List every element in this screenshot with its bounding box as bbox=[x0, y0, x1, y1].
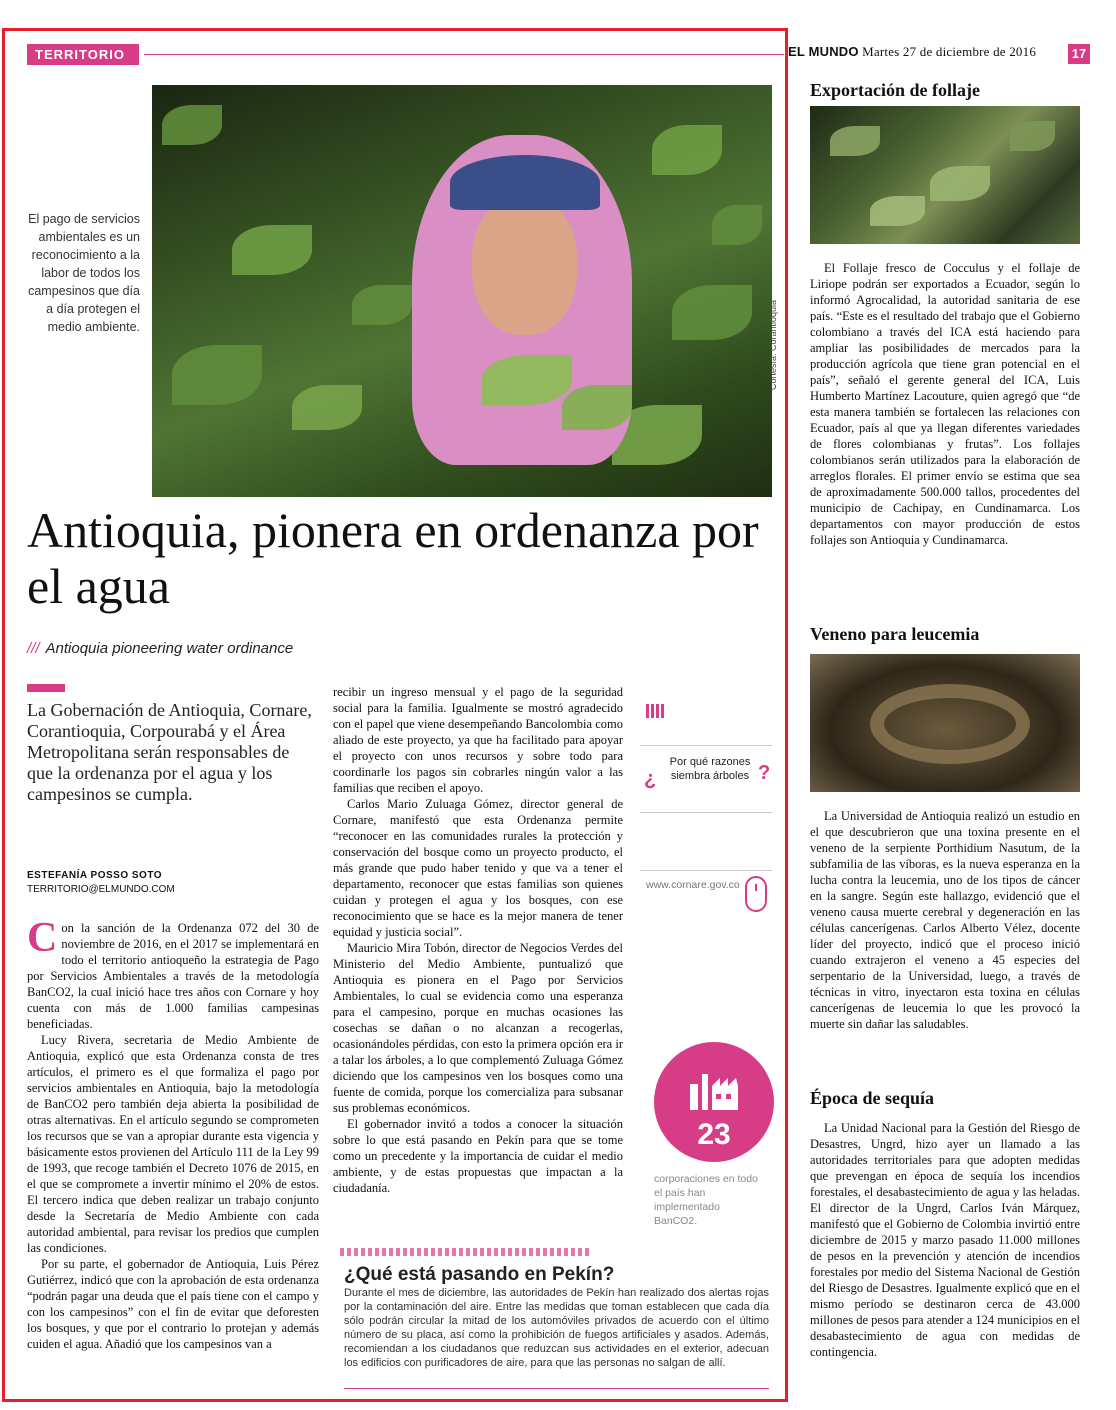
subhead-text: Antioquia pioneering water ordinance bbox=[45, 640, 294, 657]
section-rule bbox=[144, 54, 784, 55]
article-column-2 bbox=[333, 684, 623, 1196]
mouse-icon bbox=[745, 876, 767, 912]
byline-email[interactable]: TERRITORIO@ELMUNDO.COM bbox=[27, 884, 175, 895]
lead-accent-bar bbox=[27, 684, 65, 692]
brief-body-drought: La Unidad Nacional para la Gestión del Riesgo de Desastres, Ungrd, hizo ayer un llamado a las autoridades territoriales para que adopten medidas que prevengan en época de sequía los incendios forestales, el desabastecimiento de agua y las heladas. El director de la Ungrd, Carlos Iván Márquez, manifestó que el Gobierno de Colombia invirtió entre diciembre de 2015 y marzo pasado 11.000 millones de pesos en la prevención y atención de incendios forestales por medio del Sistema Nacional de Gestión del Riesgo de Desastres. Igualmente explicó que en el mismo período se destinaron cerca de 43.000 millones de pesos para atender a 124 municipios en el desabastecimiento de agua con medidas de contingencia. bbox=[810, 1121, 1080, 1359]
article-lead: La Gobernación de Antioquia, Cornare, Corantioquia, Corpourabá y el Área Metropolitana serán responsables de que la ordenanza por el agua y los campesinos se cumpla. bbox=[27, 700, 312, 804]
masthead bbox=[788, 44, 1036, 60]
paragraph: Mauricio Mira Tobón, director de Negocios Verdes del Ministerio del Medio Ambiente, puntualizó que Antioquia es pionera en el Pago por Servicios Ambientales, lo cual se evidencia como una esperanza para el campesino, porque en muchas ocasiones las cosechas se dañan o no alcanzan a recogerlas, ocasionándoles pérdidas, con esto la primera opción era ir a talar los árboles, a lo que complementó Zuluaga Gómez diciendo que los campesinos ven los bosques como una fuente de comida, porque los comercializa para subsanar sus problemas económicos. bbox=[333, 941, 623, 1115]
drop-cap: C bbox=[27, 915, 58, 961]
snake-coil bbox=[870, 684, 1030, 764]
person-cap bbox=[450, 155, 600, 210]
paragraph: Por su parte, el gobernador de Antioquia, Luis Pérez Gutiérrez, indicó que con la aprobación de esta ordenanza “podrán pagar una deuda que el país tiene con el campo y con los campesinos” con el fin de evitar que deforesten los bosques, y que por el contrario lo protejan y además cuiden el agua. Añadió que los campesinos van a bbox=[27, 1257, 319, 1351]
article-headline: Antioquia, pionera en ordenanza por el agua bbox=[27, 502, 759, 614]
info-icon bbox=[646, 704, 664, 718]
web-link[interactable]: www.cornare.gov.co bbox=[646, 879, 740, 891]
pekin-rule bbox=[344, 1388, 769, 1389]
photo-credit: Cortesía: Corantioquia bbox=[768, 299, 778, 390]
brief-body-venom: La Universidad de Antioquia realizó un estudio en el que descubrieron que una toxina presente en el veneno de la serpiente Porthidium Nasutum, de la subfamilia de las víboras, es la nueva esperanza en la lucha contra la leucemia, uno de los tipos de cáncer en la sangre. Según este hallazgo, evidenció que el veneno causa muerte cerebral y degeneración en las células cancerígenas. Carlos Alberto Vélez, docente líder del proyecto, indicó que el proceso inició cuando extrajeron el veneno a 45 especies del serpentario de la Universidad, luego, a través de técnicas in vitro, inyectaron esta toxina en células cancerígenas de leucemia lo que les provocó la muerte sin dañar las saludables. bbox=[810, 809, 1080, 1031]
article-column-1 bbox=[27, 915, 319, 1352]
foliage-photo bbox=[810, 106, 1080, 244]
snake-photo bbox=[810, 654, 1080, 792]
paper-name: EL MUNDO bbox=[788, 44, 859, 59]
page-number: 17 bbox=[1068, 44, 1090, 64]
paragraph: Con la sanción de la Ordenanza 072 del 30 de noviembre de 2016, en el 2017 se implementará en todo el territorio antioqueño la estrategia de Pago por Servicios Ambientales a través de la metodología BanCO2, la cual inició hace tres años con Cornare y hoy cuenta con más de 1.000 familias campesinas beneficiadas. bbox=[27, 915, 319, 1031]
pekin-body: Durante el mes de diciembre, las autoridades de Pekín han realizado dos alertas rojas por la contaminación del aire. Entre las medidas que toman establecen que cada día sólo podrán circular la mitad de los automóviles privados de acuerdo con el último número de su placa, así como la prohibición de fuegos artificiales y asados. Además, recomiendan a los ciudadanos que reduzcan sus actividades en el exterior, adecuan los edificios con purificadores de aire, para que las personas no salgan de allí. bbox=[344, 1287, 769, 1369]
brief-title-venom: Veneno para leucemia bbox=[810, 624, 980, 644]
paragraph: Lucy Rivera, secretaria de Medio Ambiente de Antioquia, explicó que esta Ordenanza consta de tres artículos, el primero es el que formaliza el pago por servicios ambientales en Antioquia, bajo la metodología de BanCO2 pero también deja abierta la posibilidad de otras alternativas. En el artículo segundo se comprometen los recursos que se van a apropiar durante esta vigencia y básicamente estos provienen del Artículo 111 de la Ley 99 de 1993, que recoge también el Decreto 1076 de 2015, en el que se compromete a invertir mínimo el 20% de estos. El tercero indica que deben realizar un trabajo conjunto desde la Secretaría de Medio Ambiente con cada autoridad ambiental, para revisar los predios que cumplen las condiciones. bbox=[27, 1033, 319, 1255]
brief-body-foliage: El Follaje fresco de Cocculus y el follaje de Liriope podrán ser exportados a Ecuador, según lo informó Agrocalidad, la autoridad sanitaria de ese país. “Este es el resultado del trabajo que el Gobierno colombiano a través del ICA está haciendo para ampliar las posibilidades de mercados para la producción agrícola que tiene gran potencial en el país”, señaló el gerente general del ICA, Luis Humberto Martínez Lacouture, quien agregó que “de esta manera también se fortalecen las relaciones con Ecuador, país al que ya llegan diferentes variedades de flores colombianas y frutas”. Los follajes colombianos serán utilizados para la elaboración de arreglos florales. El primer envío se estima que sea de aproximadamente 500.000 tallos, procedentes del municipio de Cachipay, en Cundinamarca. Los departamentos con mayor producción de estos follajes son Antioquia y Cundinamarca. bbox=[810, 261, 1080, 547]
paragraph: recibir un ingreso mensual y el pago de la seguridad social para la familia. Igualmente se mostró agradecido con el papel que viene desempeñando Bancolombia como aliado de este proyecto, ya que ha facilitado para apoyar el proyecto con unos recursos y sobre todo para coordinarle los pagos sin cobrarles ningún valor a las familias que reciben el apoyo. bbox=[333, 685, 623, 795]
article-subhead bbox=[27, 640, 293, 657]
stat-number: 23 bbox=[697, 1118, 731, 1151]
brief-title-drought: Época de sequía bbox=[810, 1088, 935, 1108]
byline-author: ESTEFANÍA POSSO SOTO bbox=[27, 870, 163, 881]
question-open-icon: ¿ bbox=[644, 768, 657, 790]
hero-photo bbox=[152, 85, 772, 497]
subhead-mark: /// bbox=[27, 640, 40, 657]
section-tag: TERRITORIO bbox=[27, 44, 139, 65]
stat-text: corporaciones en todo el país han implementado BanCO2. bbox=[654, 1173, 758, 1227]
photo-caption: El pago de servicios ambientales es un reconocimiento a la labor de todos los campesinos que día a día protegen el medio ambiente. bbox=[28, 212, 140, 334]
person-face bbox=[472, 195, 577, 335]
pekin-title: ¿Qué está pasando en Pekín? bbox=[344, 1264, 615, 1285]
brief-title-foliage: Exportación de follaje bbox=[810, 80, 980, 100]
question-close-icon: ? bbox=[758, 762, 771, 784]
paragraph: El gobernador invitó a todos a conocer la situación sobre lo que está pasando en Pekín para que se tome como un precedente y la importancia de cuidar el medio ambiente, y de estas propuestas que impactan a la ciudadanía. bbox=[333, 1117, 623, 1195]
pekin-accent bbox=[340, 1248, 590, 1256]
issue-date: Martes 27 de diciembre de 2016 bbox=[862, 44, 1037, 59]
paragraph: Carlos Mario Zuluaga Gómez, director general de Cornare, manifestó que esta Ordenanza permite “reconocer en las comunidades rurales la protección y conservación del bosque como un proyecto producto, el más grande que pudo haber tenido y que va a tener el departamento, reconocer que estas familias son quienes cuidan y protegen el agua y los bosques, con ese reconocimiento que se hace es la mejor manera de tener equidad y justicia social”. bbox=[333, 797, 623, 939]
factory-icon bbox=[686, 1070, 742, 1114]
why-text: Por qué razones siembra árboles bbox=[669, 756, 751, 782]
